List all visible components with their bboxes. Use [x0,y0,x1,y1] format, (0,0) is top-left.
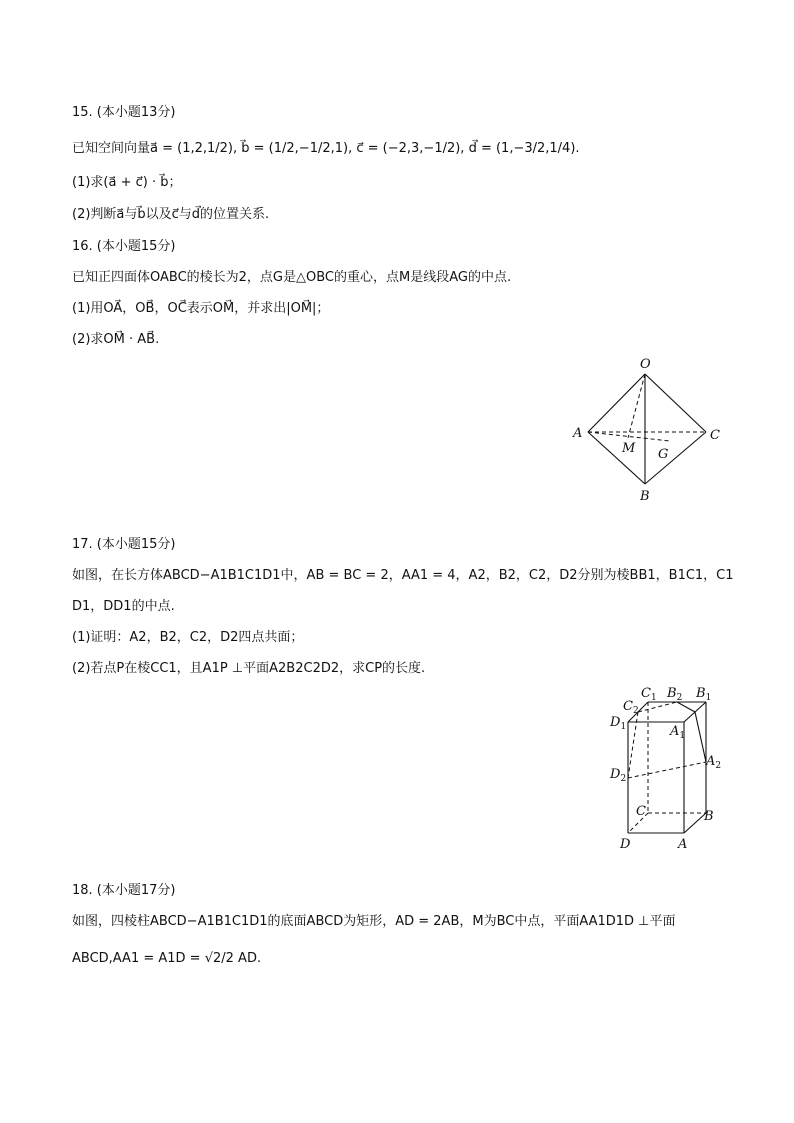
edge-OC [645,374,706,432]
problem-18-stem-line-2: ABCD,AA1 = A1D = √2/2 AD. [72,951,262,966]
label-B: B [640,489,650,504]
problem-15-part-1: (1)求(a⃗ + c⃗) · b⃗； [72,175,182,190]
problem-15-part-2: (2)判断a⃗与b⃗以及c⃗与d⃗的位置关系. [72,207,270,222]
problem-16-stem: 已知正四面体OABC的棱长为2，点G是△OBC的重心，点M是线段AG的中点. [72,270,512,285]
edge-OA [588,374,645,432]
problem-17-part-1: (1)证明：A2，B2，C2，D2四点共面； [72,630,304,645]
problem-16-part-2: (2)求OM⃗ · AB⃗. [72,332,160,347]
problem-15-stem: 已知空间向量a⃗ = (1,2,1/2), b⃗ = (1/2,−1/2,1), c⃗ = (−2,3,−1/2), d⃗ = (1,−3/2,1/4). [72,141,580,156]
segment-AG [588,432,670,441]
label-A1: $A_1$ [670,724,686,741]
label-G: G [658,447,669,462]
problem-17-stem-line-2: D1，DD1的中点. [72,599,175,614]
edge-CB [645,432,706,484]
problem-15-header: 15. (本小题13分) [72,105,176,120]
label-C1: $C_1$ [641,686,657,703]
label-O: O [640,357,651,372]
label-C2: $C_2$ [623,699,639,716]
label-C: C [636,804,646,819]
problem-17-header: 17. (本小题15分) [72,537,176,552]
label-A: A [573,426,583,441]
problem-16-header: 16. (本小题15分) [72,239,176,254]
label-B1: $B_1$ [696,686,712,703]
problem-18-header: 18. (本小题17分) [72,883,176,898]
problem-17-part-2: (2)若点P在棱CC1，且A1P ⊥平面A2B2C2D2，求CP的长度. [72,661,426,676]
label-D: D [620,837,631,852]
label-B2: $B_2$ [667,686,683,703]
problem-17-stem-line-1: 如图，在长方体ABCD−A1B1C1D1中，AB = BC = 2，AA1 = 4，A2，B2，C2，D2分别为棱BB1，B1C1，C1 [72,568,734,583]
label-B: B [704,809,714,824]
segment-OM [628,374,645,438]
edge-AB [588,432,645,484]
label-A: A [678,837,688,852]
tetrahedron-figure [560,352,740,507]
label-D2: $D_2$ [610,767,627,784]
cuboid-figure [600,680,740,855]
problem-16-part-1: (1)用OA⃗，OB⃗，OC⃗表示OM⃗，并求出|OM⃗|； [72,301,330,316]
label-D1: $D_1$ [610,715,627,732]
label-C: C [710,428,720,443]
label-A2: $A_2$ [706,754,722,771]
problem-18-stem-line-1: 如图，四棱柱ABCD−A1B1C1D1的底面ABCD为矩形，AD = 2AB，M为BC中点，平面AA1D1D ⊥平面 [72,914,676,929]
label-M: M [622,441,636,456]
